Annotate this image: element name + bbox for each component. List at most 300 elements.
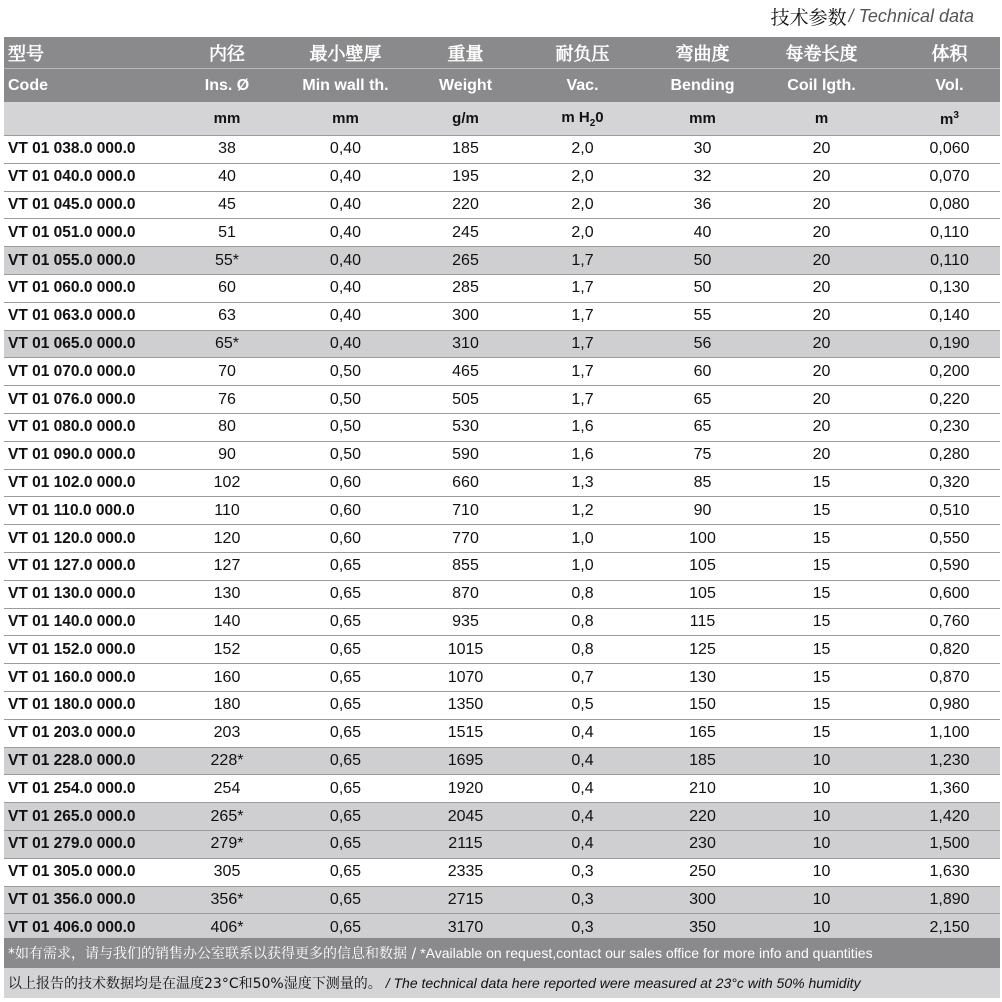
cell-weight: 1070 (427, 664, 504, 692)
cell-weight: 300 (427, 302, 504, 330)
title-en: / Technical data (848, 5, 974, 26)
cell-bend: 36 (661, 191, 744, 219)
title-zh: 技术参数 (770, 6, 847, 29)
cell-ins: 254 (190, 775, 264, 803)
table-row (4, 886, 1000, 914)
cell-ins: 228* (190, 747, 264, 775)
cell-ins: 279* (190, 830, 264, 858)
cell-weight: 195 (427, 163, 504, 191)
cell-bend: 40 (661, 219, 744, 247)
cell-ins: 45 (190, 191, 264, 219)
cell-wall: 0,65 (264, 886, 427, 914)
cell-wall: 0,65 (264, 608, 427, 636)
table-row (4, 358, 1000, 386)
cell-vol: 1,630 (899, 858, 1000, 886)
cell-weight: 770 (427, 525, 504, 553)
header-coil-zh: 每卷长度 (744, 37, 899, 69)
cell-wall: 0,65 (264, 914, 427, 942)
cell-vac: 1,2 (504, 497, 661, 525)
cell-weight: 2115 (427, 830, 504, 858)
cell-wall: 0,65 (264, 552, 427, 580)
cell-wall: 0,40 (264, 302, 427, 330)
cell-coil: 20 (744, 441, 899, 469)
cell-weight: 1920 (427, 775, 504, 803)
cell-code: VT 01 254.0 000.0 (4, 775, 190, 803)
cell-vac: 2,0 (504, 163, 661, 191)
table-row (4, 858, 1000, 886)
unit-vac-tail: 0 (595, 108, 604, 126)
header-vac-zh: 耐负压 (504, 37, 661, 69)
cell-vac: 0,4 (504, 803, 661, 831)
header-bend-en: Bending (661, 69, 744, 103)
cell-code: VT 01 305.0 000.0 (4, 858, 190, 886)
cell-code: VT 01 110.0 000.0 (4, 497, 190, 525)
unit-vac-base: m H (561, 108, 590, 126)
cell-code: VT 01 051.0 000.0 (4, 219, 190, 247)
cell-ins: 130 (190, 580, 264, 608)
cell-vac: 0,7 (504, 664, 661, 692)
cell-ins: 127 (190, 552, 264, 580)
footnote-measurement-zh: 以上报告的技术数据均是在温度23°C和50%湿度下测量的。 (8, 976, 382, 992)
cell-weight: 1015 (427, 636, 504, 664)
cell-weight: 660 (427, 469, 504, 497)
cell-code: VT 01 045.0 000.0 (4, 191, 190, 219)
cell-weight: 2335 (427, 858, 504, 886)
cell-ins: 55* (190, 247, 264, 275)
table-row (4, 691, 1000, 719)
cell-wall: 0,40 (264, 136, 427, 164)
cell-coil: 15 (744, 664, 899, 692)
cell-bend: 115 (661, 608, 744, 636)
table-row (4, 469, 1000, 497)
cell-ins: 38 (190, 136, 264, 164)
cell-coil: 20 (744, 274, 899, 302)
unit-vol-sup: 3 (953, 109, 959, 121)
cell-vol: 0,140 (899, 302, 1000, 330)
cell-code: VT 01 038.0 000.0 (4, 136, 190, 164)
table-row (4, 497, 1000, 525)
table-row (4, 219, 1000, 247)
cell-vol: 0,060 (899, 136, 1000, 164)
cell-code: VT 01 090.0 000.0 (4, 441, 190, 469)
cell-bend: 32 (661, 163, 744, 191)
cell-bend: 210 (661, 775, 744, 803)
cell-vac: 0,4 (504, 747, 661, 775)
footnote-availability-zh: *如有需求，请与我们的销售办公室联系以获得更多的信息和数据 / (8, 946, 417, 962)
cell-weight: 265 (427, 247, 504, 275)
cell-ins: 60 (190, 274, 264, 302)
cell-weight: 590 (427, 441, 504, 469)
cell-bend: 100 (661, 525, 744, 553)
cell-weight: 2045 (427, 803, 504, 831)
cell-vol: 0,870 (899, 664, 1000, 692)
table-row (4, 830, 1000, 858)
cell-vac: 1,3 (504, 469, 661, 497)
cell-wall: 0,60 (264, 469, 427, 497)
cell-ins: 203 (190, 719, 264, 747)
cell-vol: 0,130 (899, 274, 1000, 302)
cell-ins: 90 (190, 441, 264, 469)
unit-wall: mm (264, 102, 427, 136)
cell-vac: 0,4 (504, 830, 661, 858)
cell-weight: 1350 (427, 691, 504, 719)
table-row (4, 247, 1000, 275)
cell-vac: 0,4 (504, 719, 661, 747)
cell-ins: 152 (190, 636, 264, 664)
cell-vac: 1,7 (504, 302, 661, 330)
cell-coil: 15 (744, 636, 899, 664)
cell-bend: 55 (661, 302, 744, 330)
table-row (4, 636, 1000, 664)
cell-bend: 56 (661, 330, 744, 358)
cell-weight: 245 (427, 219, 504, 247)
unit-weight: g/m (427, 102, 504, 136)
cell-vac: 0,3 (504, 858, 661, 886)
cell-ins: 356* (190, 886, 264, 914)
cell-vol: 0,600 (899, 580, 1000, 608)
cell-ins: 51 (190, 219, 264, 247)
cell-code: VT 01 160.0 000.0 (4, 664, 190, 692)
cell-wall: 0,40 (264, 330, 427, 358)
footnote-availability-en: *Available on request,contact our sales office for more info and quantities (420, 945, 873, 961)
table-row (4, 302, 1000, 330)
cell-code: VT 01 076.0 000.0 (4, 386, 190, 414)
cell-vac: 0,3 (504, 914, 661, 942)
cell-vol: 0,820 (899, 636, 1000, 664)
cell-code: VT 01 040.0 000.0 (4, 163, 190, 191)
cell-vac: 1,7 (504, 386, 661, 414)
cell-bend: 75 (661, 441, 744, 469)
header-code-en: Code (4, 69, 190, 103)
unit-bend: mm (661, 102, 744, 136)
cell-bend: 185 (661, 747, 744, 775)
cell-vol: 1,360 (899, 775, 1000, 803)
cell-ins: 80 (190, 413, 264, 441)
cell-wall: 0,65 (264, 747, 427, 775)
cell-vol: 0,190 (899, 330, 1000, 358)
cell-vac: 1,0 (504, 525, 661, 553)
cell-vol: 0,320 (899, 469, 1000, 497)
cell-vol: 0,280 (899, 441, 1000, 469)
cell-vac: 1,7 (504, 247, 661, 275)
cell-coil: 20 (744, 163, 899, 191)
header-weight-en: Weight (427, 69, 504, 103)
cell-vol: 0,110 (899, 247, 1000, 275)
cell-ins: 102 (190, 469, 264, 497)
cell-coil: 15 (744, 580, 899, 608)
table-row (4, 747, 1000, 775)
cell-wall: 0,40 (264, 274, 427, 302)
cell-code: VT 01 279.0 000.0 (4, 830, 190, 858)
cell-coil: 15 (744, 691, 899, 719)
cell-coil: 15 (744, 608, 899, 636)
footnote-availability (4, 938, 1000, 968)
table-row (4, 608, 1000, 636)
cell-coil: 20 (744, 302, 899, 330)
cell-bend: 50 (661, 247, 744, 275)
cell-coil: 20 (744, 219, 899, 247)
cell-code: VT 01 130.0 000.0 (4, 580, 190, 608)
cell-vol: 0,230 (899, 413, 1000, 441)
cell-coil: 15 (744, 469, 899, 497)
cell-weight: 505 (427, 386, 504, 414)
cell-code: VT 01 080.0 000.0 (4, 413, 190, 441)
cell-wall: 0,65 (264, 664, 427, 692)
cell-vol: 1,100 (899, 719, 1000, 747)
cell-wall: 0,65 (264, 830, 427, 858)
cell-bend: 60 (661, 358, 744, 386)
cell-coil: 20 (744, 330, 899, 358)
cell-code: VT 01 356.0 000.0 (4, 886, 190, 914)
cell-ins: 406* (190, 914, 264, 942)
header-vac-en: Vac. (504, 69, 661, 103)
cell-wall: 0,50 (264, 386, 427, 414)
cell-wall: 0,50 (264, 358, 427, 386)
cell-vac: 0,8 (504, 580, 661, 608)
header-weight-zh: 重量 (427, 37, 504, 69)
cell-code: VT 01 180.0 000.0 (4, 691, 190, 719)
table-row (4, 775, 1000, 803)
table-row (4, 274, 1000, 302)
cell-coil: 10 (744, 858, 899, 886)
cell-code: VT 01 203.0 000.0 (4, 719, 190, 747)
cell-ins: 65* (190, 330, 264, 358)
cell-weight: 185 (427, 136, 504, 164)
cell-vac: 1,7 (504, 358, 661, 386)
cell-vol: 0,200 (899, 358, 1000, 386)
cell-vol: 0,510 (899, 497, 1000, 525)
cell-ins: 40 (190, 163, 264, 191)
cell-wall: 0,65 (264, 691, 427, 719)
cell-weight: 285 (427, 274, 504, 302)
header-ins-zh: 内径 (190, 37, 264, 69)
header-ins-en: Ins. Ø (190, 69, 264, 103)
cell-vol: 1,230 (899, 747, 1000, 775)
cell-vol: 1,420 (899, 803, 1000, 831)
cell-weight: 1515 (427, 719, 504, 747)
cell-bend: 85 (661, 469, 744, 497)
table-row (4, 163, 1000, 191)
cell-coil: 20 (744, 358, 899, 386)
cell-vol: 0,110 (899, 219, 1000, 247)
header-row-chinese (4, 37, 1000, 69)
cell-vac: 1,7 (504, 330, 661, 358)
header-vol-en: Vol. (899, 69, 1000, 103)
cell-ins: 120 (190, 525, 264, 553)
unit-vol-base: m (940, 110, 954, 128)
cell-code: VT 01 127.0 000.0 (4, 552, 190, 580)
cell-code: VT 01 065.0 000.0 (4, 330, 190, 358)
cell-coil: 10 (744, 747, 899, 775)
cell-ins: 63 (190, 302, 264, 330)
cell-weight: 530 (427, 413, 504, 441)
cell-code: VT 01 152.0 000.0 (4, 636, 190, 664)
cell-bend: 50 (661, 274, 744, 302)
cell-weight: 3170 (427, 914, 504, 942)
cell-coil: 20 (744, 413, 899, 441)
cell-wall: 0,40 (264, 163, 427, 191)
cell-bend: 350 (661, 914, 744, 942)
table-row (4, 525, 1000, 553)
cell-vac: 0,3 (504, 886, 661, 914)
unit-vac-sub: 2 (589, 117, 596, 129)
cell-vac: 0,5 (504, 691, 661, 719)
cell-code: VT 01 406.0 000.0 (4, 914, 190, 942)
header-coil-en: Coil lgth. (744, 69, 899, 103)
cell-ins: 76 (190, 386, 264, 414)
cell-code: VT 01 265.0 000.0 (4, 803, 190, 831)
cell-bend: 250 (661, 858, 744, 886)
cell-code: VT 01 070.0 000.0 (4, 358, 190, 386)
cell-vol: 0,590 (899, 552, 1000, 580)
cell-bend: 105 (661, 552, 744, 580)
cell-wall: 0,40 (264, 247, 427, 275)
cell-vol: 0,550 (899, 525, 1000, 553)
cell-coil: 10 (744, 775, 899, 803)
cell-bend: 150 (661, 691, 744, 719)
cell-code: VT 01 120.0 000.0 (4, 525, 190, 553)
header-wall-zh: 最小壁厚 (264, 37, 427, 69)
cell-weight: 2715 (427, 886, 504, 914)
table-row (4, 441, 1000, 469)
table-row (4, 552, 1000, 580)
cell-wall: 0,50 (264, 413, 427, 441)
cell-code: VT 01 102.0 000.0 (4, 469, 190, 497)
cell-bend: 130 (661, 664, 744, 692)
cell-bend: 230 (661, 830, 744, 858)
cell-weight: 220 (427, 191, 504, 219)
cell-weight: 870 (427, 580, 504, 608)
cell-ins: 305 (190, 858, 264, 886)
cell-vac: 1,6 (504, 441, 661, 469)
header-bend-zh: 弯曲度 (661, 37, 744, 69)
cell-coil: 20 (744, 136, 899, 164)
cell-vac: 1,7 (504, 274, 661, 302)
table-row (4, 803, 1000, 831)
footnote-measurement (4, 968, 1000, 998)
cell-vol: 0,220 (899, 386, 1000, 414)
table-row (4, 386, 1000, 414)
cell-wall: 0,40 (264, 191, 427, 219)
cell-bend: 300 (661, 886, 744, 914)
cell-wall: 0,65 (264, 580, 427, 608)
cell-bend: 65 (661, 413, 744, 441)
cell-code: VT 01 060.0 000.0 (4, 274, 190, 302)
cell-vol: 2,150 (899, 914, 1000, 942)
table-row (4, 580, 1000, 608)
cell-coil: 15 (744, 525, 899, 553)
cell-vac: 1,0 (504, 552, 661, 580)
table-body (4, 136, 1000, 942)
cell-coil: 20 (744, 247, 899, 275)
cell-weight: 310 (427, 330, 504, 358)
cell-wall: 0,50 (264, 441, 427, 469)
cell-coil: 10 (744, 886, 899, 914)
cell-bend: 125 (661, 636, 744, 664)
header-vol-zh: 体积 (899, 37, 1000, 69)
cell-wall: 0,65 (264, 803, 427, 831)
page-title (771, 0, 974, 32)
unit-code (4, 102, 190, 136)
cell-weight: 465 (427, 358, 504, 386)
cell-coil: 15 (744, 719, 899, 747)
cell-code: VT 01 228.0 000.0 (4, 747, 190, 775)
cell-ins: 70 (190, 358, 264, 386)
table-row (4, 413, 1000, 441)
cell-wall: 0,40 (264, 219, 427, 247)
unit-vol (899, 102, 1000, 136)
cell-coil: 15 (744, 552, 899, 580)
cell-coil: 10 (744, 914, 899, 942)
cell-coil: 20 (744, 191, 899, 219)
cell-weight: 935 (427, 608, 504, 636)
cell-ins: 160 (190, 664, 264, 692)
cell-weight: 855 (427, 552, 504, 580)
header-wall-en: Min wall th. (264, 69, 427, 103)
cell-wall: 0,60 (264, 525, 427, 553)
cell-ins: 110 (190, 497, 264, 525)
cell-vol: 0,760 (899, 608, 1000, 636)
cell-vol: 0,080 (899, 191, 1000, 219)
cell-vac: 2,0 (504, 136, 661, 164)
cell-bend: 105 (661, 580, 744, 608)
table-row (4, 136, 1000, 164)
table-row (4, 664, 1000, 692)
cell-wall: 0,65 (264, 636, 427, 664)
cell-vol: 1,500 (899, 830, 1000, 858)
cell-vol: 0,070 (899, 163, 1000, 191)
cell-bend: 30 (661, 136, 744, 164)
cell-bend: 65 (661, 386, 744, 414)
header-row-english (4, 69, 1000, 103)
cell-bend: 220 (661, 803, 744, 831)
cell-wall: 0,65 (264, 719, 427, 747)
cell-vac: 0,8 (504, 608, 661, 636)
cell-ins: 140 (190, 608, 264, 636)
table-row (4, 719, 1000, 747)
cell-vac: 2,0 (504, 191, 661, 219)
cell-vol: 0,980 (899, 691, 1000, 719)
cell-wall: 0,65 (264, 858, 427, 886)
cell-bend: 165 (661, 719, 744, 747)
unit-ins: mm (190, 102, 264, 136)
cell-weight: 710 (427, 497, 504, 525)
cell-coil: 15 (744, 497, 899, 525)
cell-wall: 0,65 (264, 775, 427, 803)
cell-vac: 2,0 (504, 219, 661, 247)
unit-coil: m (744, 102, 899, 136)
cell-coil: 20 (744, 386, 899, 414)
header-code-zh: 型号 (4, 37, 190, 69)
technical-data-table (4, 37, 1000, 942)
cell-vac: 1,6 (504, 413, 661, 441)
unit-vac (504, 102, 661, 136)
header-row-units (4, 102, 1000, 136)
table-row (4, 330, 1000, 358)
footnote-measurement-en: / The technical data here reported were measured at 23°c with 50% humidity (385, 975, 861, 991)
cell-coil: 10 (744, 803, 899, 831)
table-row (4, 191, 1000, 219)
cell-bend: 90 (661, 497, 744, 525)
cell-vac: 0,4 (504, 775, 661, 803)
cell-code: VT 01 055.0 000.0 (4, 247, 190, 275)
cell-ins: 265* (190, 803, 264, 831)
cell-code: VT 01 063.0 000.0 (4, 302, 190, 330)
cell-weight: 1695 (427, 747, 504, 775)
cell-vol: 1,890 (899, 886, 1000, 914)
cell-code: VT 01 140.0 000.0 (4, 608, 190, 636)
cell-coil: 10 (744, 830, 899, 858)
